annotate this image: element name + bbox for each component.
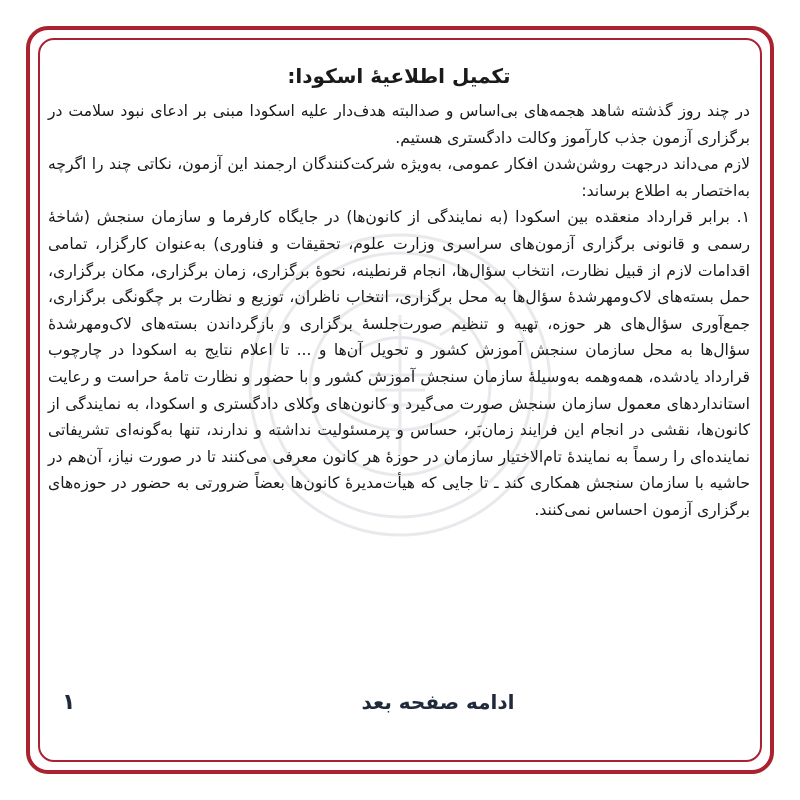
document-title: تکمیل اطلاعیهٔ اسکودا: bbox=[287, 64, 511, 88]
page-number: ۱ bbox=[62, 690, 76, 715]
document-body bbox=[48, 58, 750, 524]
continue-next-page-label: ادامه صفحه بعد bbox=[361, 690, 515, 714]
paragraph-point-1: ۱. برابر قرارداد منعقده بین اسکودا (به نمایندگی از کانون‌ها) در جایگاه کارفرما و سازمان سنجش (شاخهٔ رسمی و قانونی برگزاری آزمون‌های سراسری وزارت علوم، تحقیقات و فناوری) به‌عنوان کارگزار، تمامی اقدامات لازم از قبیل نظارت، انتخاب سؤال‌ها، انجام قرنطینه، نحوهٔ برگزاری، زمان برگزاری، مکان برگزاری، حمل بسته‌های لاک‌ومهرشدهٔ سؤال‌ها به محل برگزاری، انتخاب ناظران، توزیع و نظارت بر چگونگی برگزاری، جمع‌آوری سؤال‌های هر حوزه، تهیه و تنظیم صورت‌جلسهٔ برگزاری و بازگرداندن بسته‌های لاک‌ومهرشدهٔ سؤال‌ها به محل سازمان سنجش آموزش کشور و تحویل آن‌ها و ... تا اعلام نتایج به اسکودا در چارچوب قرارداد یادشده، همه‌وهمه به‌وسیلهٔ سازمان سنجش آموزش کشور و با حضور و نظارت تامهٔ حراست و رعایت استانداردهای معمول سازمان سنجش صورت می‌گیرد و کانون‌های وکلای دادگستری و اسکودا، به نمایندگی از کانون‌ها، نقشی در انجام این فرایند زمان‌بَر، حساس و پرمسئولیت نداشته و ندارند، تنها به‌گونه‌ای تشریفاتی نماینده‌ای را رسماً به نمایندهٔ تام‌الاختیار سازمان در حوزهٔ هر کانون معرفی می‌کنند تا در صورت نیاز، آن‌هم در حاشیه با سازمان سنجش همکاری کند ـ تا جایی که هیأت‌مدیرهٔ کانون‌ها بعضاً ضرورتی به حضور در حوزه‌های برگزاری آزمون احساس نمی‌کنند. bbox=[48, 208, 750, 519]
paragraph-purpose: لازم می‌داند درجهت روشن‌شدن افکار عمومی، به‌ویژه شرکت‌کنندگان ارجمند این آزمون، نکاتی چند را اگرچه به‌اختصار به اطلاع برساند: bbox=[48, 155, 750, 200]
paragraph-intro: در چند روز گذشته شاهد هجمه‌های بی‌اساس و صدالبته هدف‌دار علیه اسکودا مبنی بر ادعای نبود سلامت در برگزاری آزمون جذب کارآموز وکالت دادگستری هستیم. bbox=[48, 102, 750, 147]
page-footer bbox=[48, 690, 750, 726]
